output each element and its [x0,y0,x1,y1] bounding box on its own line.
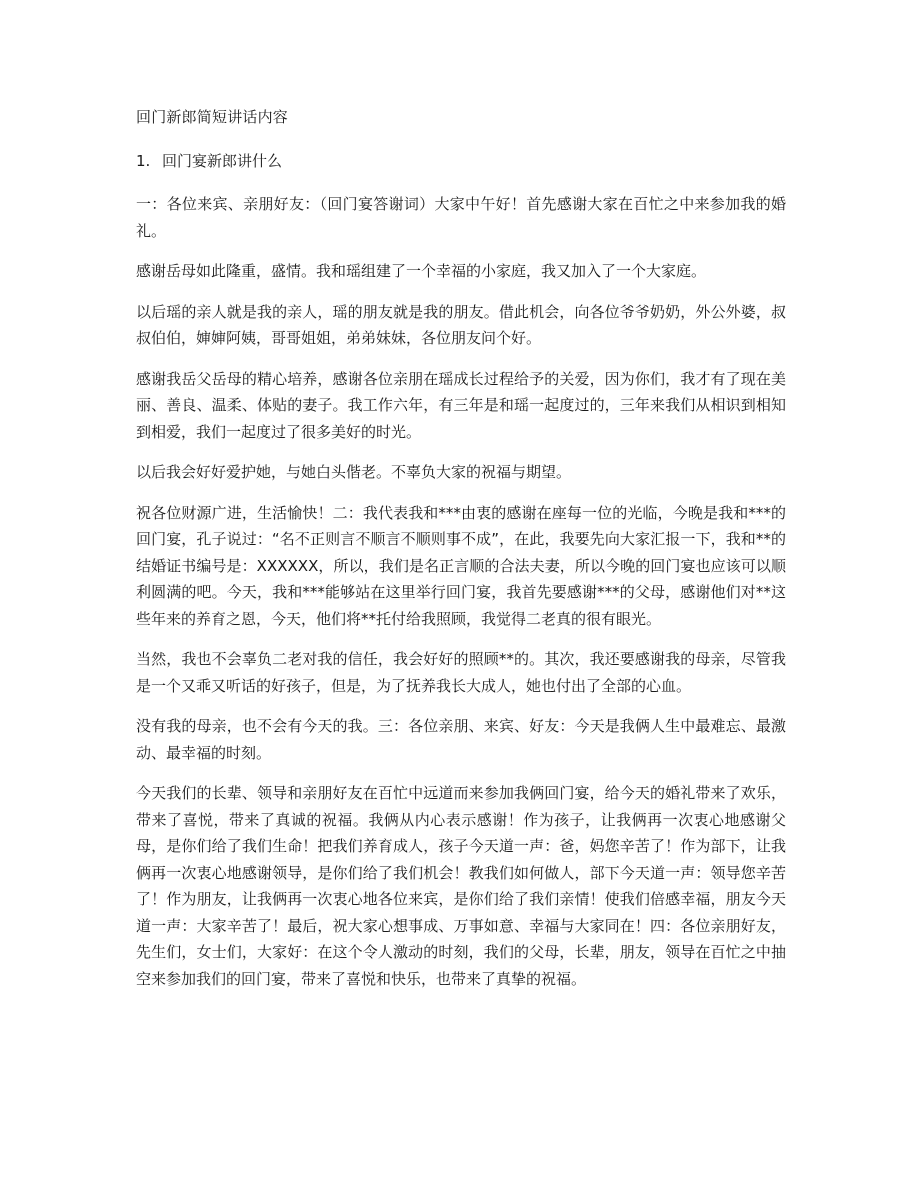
paragraph-8: 没有我的母亲，也不会有今天的我。三：各位亲朋、来宾、好友：今天是我俩人生中最难忘、最激动、最幸福的时刻。 [136,717,786,762]
section-label: 回门宴新郎讲什么 [162,152,283,170]
paragraph-2: 感谢岳母如此隆重，盛情。我和瑶组建了一个幸福的小家庭，我又加入了一个大家庭。 [136,262,707,280]
paragraph-5: 以后我会好好爱护她，与她白头偕老。不辜负大家的祝福与期望。 [136,463,572,481]
paragraph-3: 以后瑶的亲人就是我的亲人，瑶的朋友就是我的朋友。借此机会，向各位爷爷奶奶，外公外婆，叔叔伯伯，婶婶阿姨，哥哥姐姐，弟弟妹妹，各位朋友问个好。 [136,302,786,347]
paragraph-7: 当然，我也不会辜负二老对我的信任，我会好好的照顾**的。其次，我还要感谢我的母亲，尽管我是一个又乖又听话的好孩子，但是，为了抚养我长大成人，她也付出了全部的心血。 [136,650,786,695]
section-heading [136,147,786,175]
paragraph-4: 感谢我岳父岳母的精心培养，感谢各位亲朋在瑶成长过程给予的关爱，因为你们，我才有了现在美丽、善良、温柔、体贴的妻子。我工作六年，有三年是和瑶一起度过的，三年来我们从相识到相知到相爱，我们一起度过了很多美好的时光。 [136,369,786,441]
section-number: 1. [136,152,151,170]
document-body [136,103,786,1006]
paragraph-1: 一：各位来宾、亲朋好友：（回门宴答谢词）大家中午好！首先感谢大家在百忙之中来参加我的婚礼。 [136,195,786,240]
paragraph-6: 祝各位财源广进，生活愉快！二：我代表我和***由衷的感谢在座每一位的光临，今晚是我和***的回门宴，孔子说过：“名不正则言不顺言不顺则事不成”，在此，我要先向大家汇报一下，我和**的结婚证书编号是：XXXXXX，所以，我们是名正言顺的合法夫妻，所以今晚的回门宴也应该可以顺利圆满的吧。今天，我和***能够站在这里举行回门宴，我首先要感谢***的父母，感谢他们对**这些年来的养育之恩，今天，他们将**托付给我照顾，我觉得二老真的很有眼光。 [136,503,786,628]
document-title: 回门新郎简短讲话内容 [136,108,289,126]
paragraph-9: 今天我们的长辈、领导和亲朋好友在百忙中远道而来参加我俩回门宴，给今天的婚礼带来了欢乐，带来了喜悦，带来了真诚的祝福。我俩从内心表示感谢！作为孩子，让我俩再一次衷心地感谢父母，是你们给了我们生命！把我们养育成人，孩子今天道一声：爸，妈您辛苦了！作为部下，让我俩再一次衷心地感谢领导，是你们给了我们机会！教我们如何做人，部下今天道一声：领导您辛苦了！作为朋友，让我俩再一次衷心地各位来宾，是你们给了我们亲情！使我们倍感幸福，朋友今天道一声：大家辛苦了！最后，祝大家心想事成、万事如意、幸福与大家同在！四：各位亲朋好友，先生们，女士们，大家好：在这个令人激动的时刻，我们的父母，长辈，朋友，领导在百忙之中抽空来参加我们的回门宴，带来了喜悦和快乐，也带来了真挚的祝福。 [136,784,786,988]
